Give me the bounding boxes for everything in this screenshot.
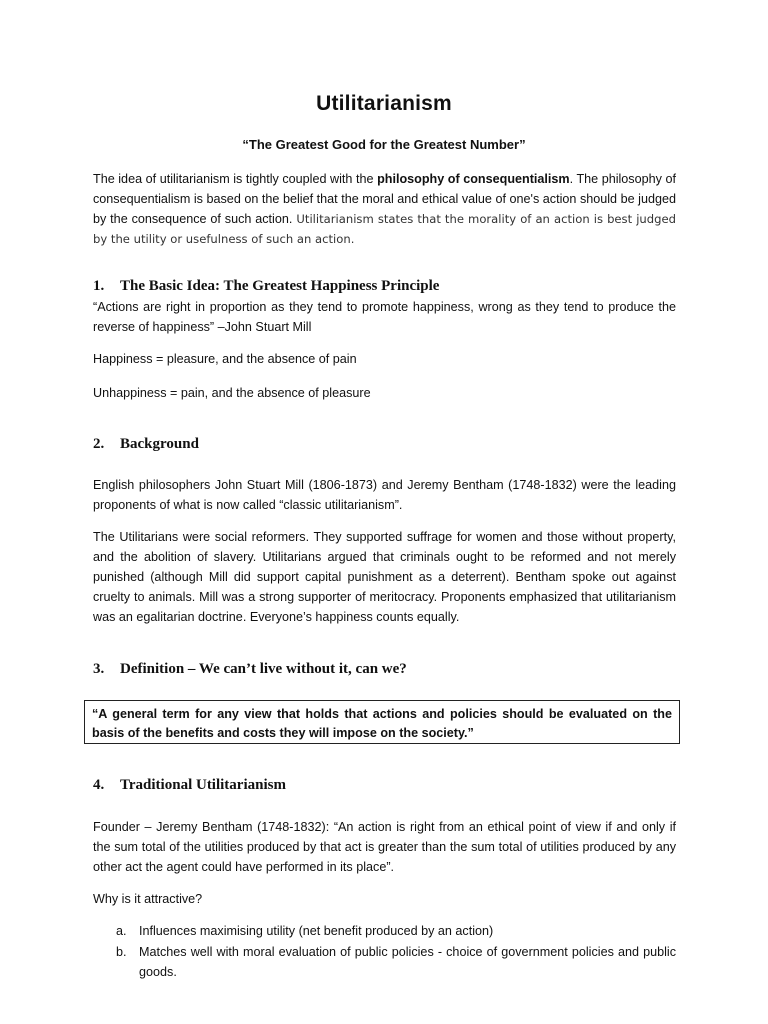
intro-text-1: The idea of utilitarianism is tightly coupled with the — [93, 172, 378, 186]
intro-bold-term: philosophy of consequentialism — [377, 172, 570, 186]
unhappiness-definition: Unhappiness = pain, and the absence of pleasure — [93, 386, 371, 400]
classic-utilitarianism-term: “classic utilitarianism” — [279, 498, 399, 512]
list-marker: a. — [116, 924, 127, 938]
background-paragraph-2: The Utilitarians were social reformers. They supported suffrage for women and those without property, and the abolition of slavery. Utilitarians argued that criminals ought to be reformed and not merely punished (although Mill did support capital punishment as a deterrent). Bentham spoke out against cruelty to animals. Mill was a strong supporter of meritocracy. Proponents emphasized that utilitarianism was an egalitarian doctrine. Everyone’s happiness counts equally. — [93, 530, 676, 624]
list-item — [116, 942, 676, 982]
page-title: Utilitarianism — [316, 92, 452, 115]
section-1-heading — [93, 278, 439, 295]
page-subtitle: “The Greatest Good for the Greatest Number” — [242, 137, 526, 152]
list-text: Influences maximising utility (net benefit produced by an action) — [139, 924, 494, 938]
section-4-heading — [93, 777, 286, 794]
section-3-heading — [93, 661, 407, 678]
section-3-title: Definition – We can’t live without it, can we? — [120, 661, 407, 677]
section-2-title: Background — [120, 436, 199, 452]
intro-text-2: . The philosophy of consequentialism is based on the belief that the moral and ethical value of one's action should be judged by the consequence of such action. — [93, 172, 676, 226]
background-text-end: . — [398, 498, 403, 512]
founder-paragraph: Founder – Jeremy Bentham (1748-1832): “An action is right from an ethical point of view if and only if the sum total of the utilities produced by that act is greater than the sum total of utilities produced by any other act the agent could have performed in its place”. — [93, 820, 676, 874]
section-3-number: 3. — [93, 661, 105, 677]
definition-box: “A general term for any view that holds that actions and policies should be evaluated on the basis of the benefits and costs they will impose on the society.” — [84, 700, 680, 744]
section-4-title: Traditional Utilitarianism — [120, 777, 286, 793]
background-text-1: English philosophers John Stuart Mill (1806-1873) and Jeremy Bentham (1748-1832) were the leading proponents of what is now called — [93, 478, 676, 512]
intro-paragraph — [93, 169, 676, 249]
section-1-number: 1. — [93, 278, 105, 294]
happiness-definition: Happiness = pleasure, and the absence of pain — [93, 352, 357, 366]
section-4-number: 4. — [93, 777, 105, 793]
background-paragraph-1 — [93, 475, 676, 515]
section-1-quote: “Actions are right in proportion as they tend to promote happiness, wrong as they tend to produce the reverse of happiness” –John Stuart Mill — [93, 300, 676, 334]
section-2-number: 2. — [93, 436, 105, 452]
why-attractive: Why is it attractive? — [93, 892, 203, 906]
section-2-heading — [93, 436, 199, 453]
list-marker: b. — [116, 945, 127, 959]
list-text: Matches well with moral evaluation of public policies - choice of government policies and public goods. — [139, 945, 676, 979]
section-1-title: The Basic Idea: The Greatest Happiness Principle — [120, 278, 440, 294]
list-item — [116, 921, 676, 941]
intro-text-3: Utilitarianism states that the morality of an action is best judged by the utility or usefulness of such an action. — [93, 212, 676, 246]
